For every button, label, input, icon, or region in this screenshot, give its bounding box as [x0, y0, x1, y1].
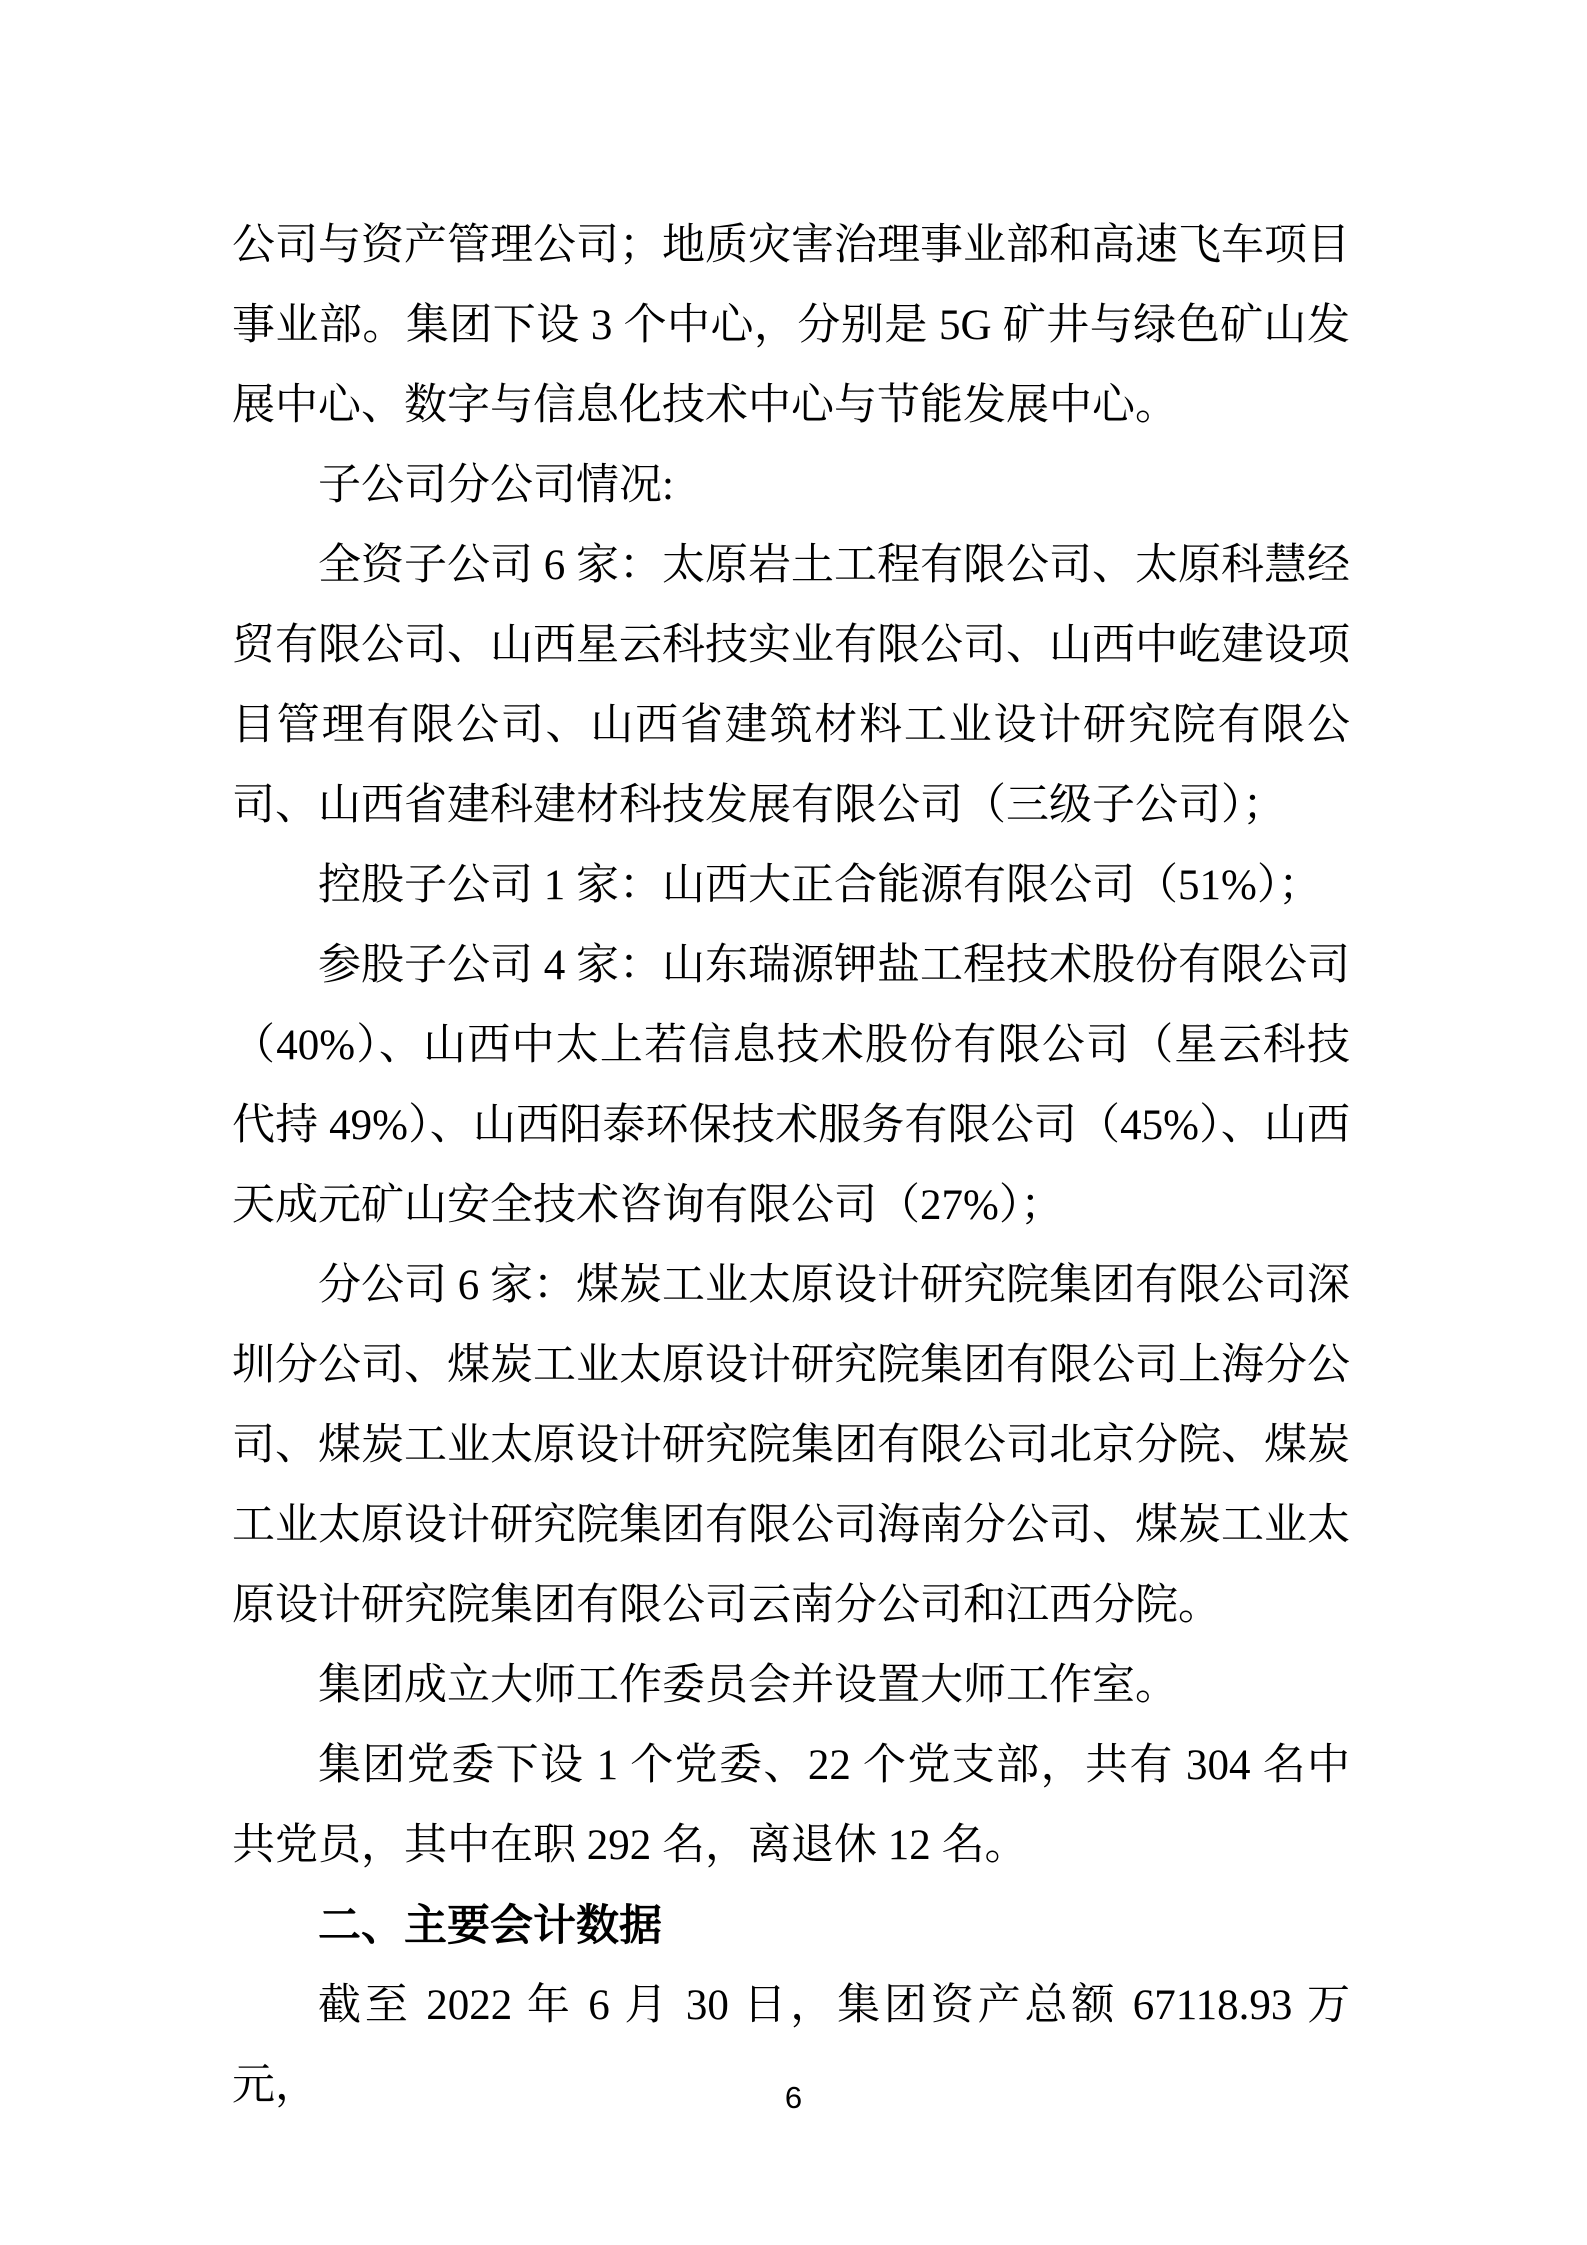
para-subsidiaries-intro: 子公司分公司情况: — [318, 462, 674, 509]
section-heading-accounting-data: 二、主要会计数据 — [318, 1902, 662, 1950]
para-minority-stake-subsidiaries: 参股子公司 4 家：山东瑞源钾盐工程技术股份有限公司（40%）、山西中太上若信息技术股份有限公司（星云科技代持 49%）、山西阳泰环保技术服务有限公司（45%）、山西天成元矿山安全技术咨询有限公司（27%）； — [232, 942, 1350, 1229]
page-number: 6 — [784, 2080, 803, 2115]
para-branch-companies: 分公司 6 家：煤炭工业太原设计研究院集团有限公司深圳分公司、煤炭工业太原设计研究院集团有限公司上海分公司、煤炭工业太原设计研究院集团有限公司北京分院、煤炭工业太原设计研究院集团有限公司海南分公司、煤炭工业太原设计研究院集团有限公司云南分公司和江西分院。 — [232, 1262, 1350, 1629]
para-total-assets: 截至 2022 年 6 月 30 日，集团资产总额 67118.93 万元， — [232, 1982, 1350, 2109]
para-master-studio: 集团成立大师工作委员会并设置大师工作室。 — [318, 1662, 1178, 1709]
para-party-organization: 集团党委下设 1 个党委、22 个党支部，共有 304 名中共党员，其中在职 292 名，离退休 12 名。 — [232, 1742, 1350, 1869]
para-holding-subsidiary: 控股子公司 1 家：山西大正合能源有限公司（51%）； — [318, 862, 1322, 909]
para-business-units-continuation: 公司与资产管理公司；地质灾害治理事业部和高速飞车项目事业部。集团下设 3 个中心，分别是 5G 矿井与绿色矿山发展中心、数字与信息化技术中心与节能发展中心。 — [232, 222, 1350, 429]
para-wholly-owned-subsidiaries: 全资子公司 6 家：太原岩土工程有限公司、太原科慧经贸有限公司、山西星云科技实业有限公司、山西中屹建设项目管理有限公司、山西省建筑材料工业设计研究院有限公司、山西省建科建材科技发展有限公司（三级子公司）； — [232, 542, 1350, 829]
document-body — [232, 206, 1350, 2126]
